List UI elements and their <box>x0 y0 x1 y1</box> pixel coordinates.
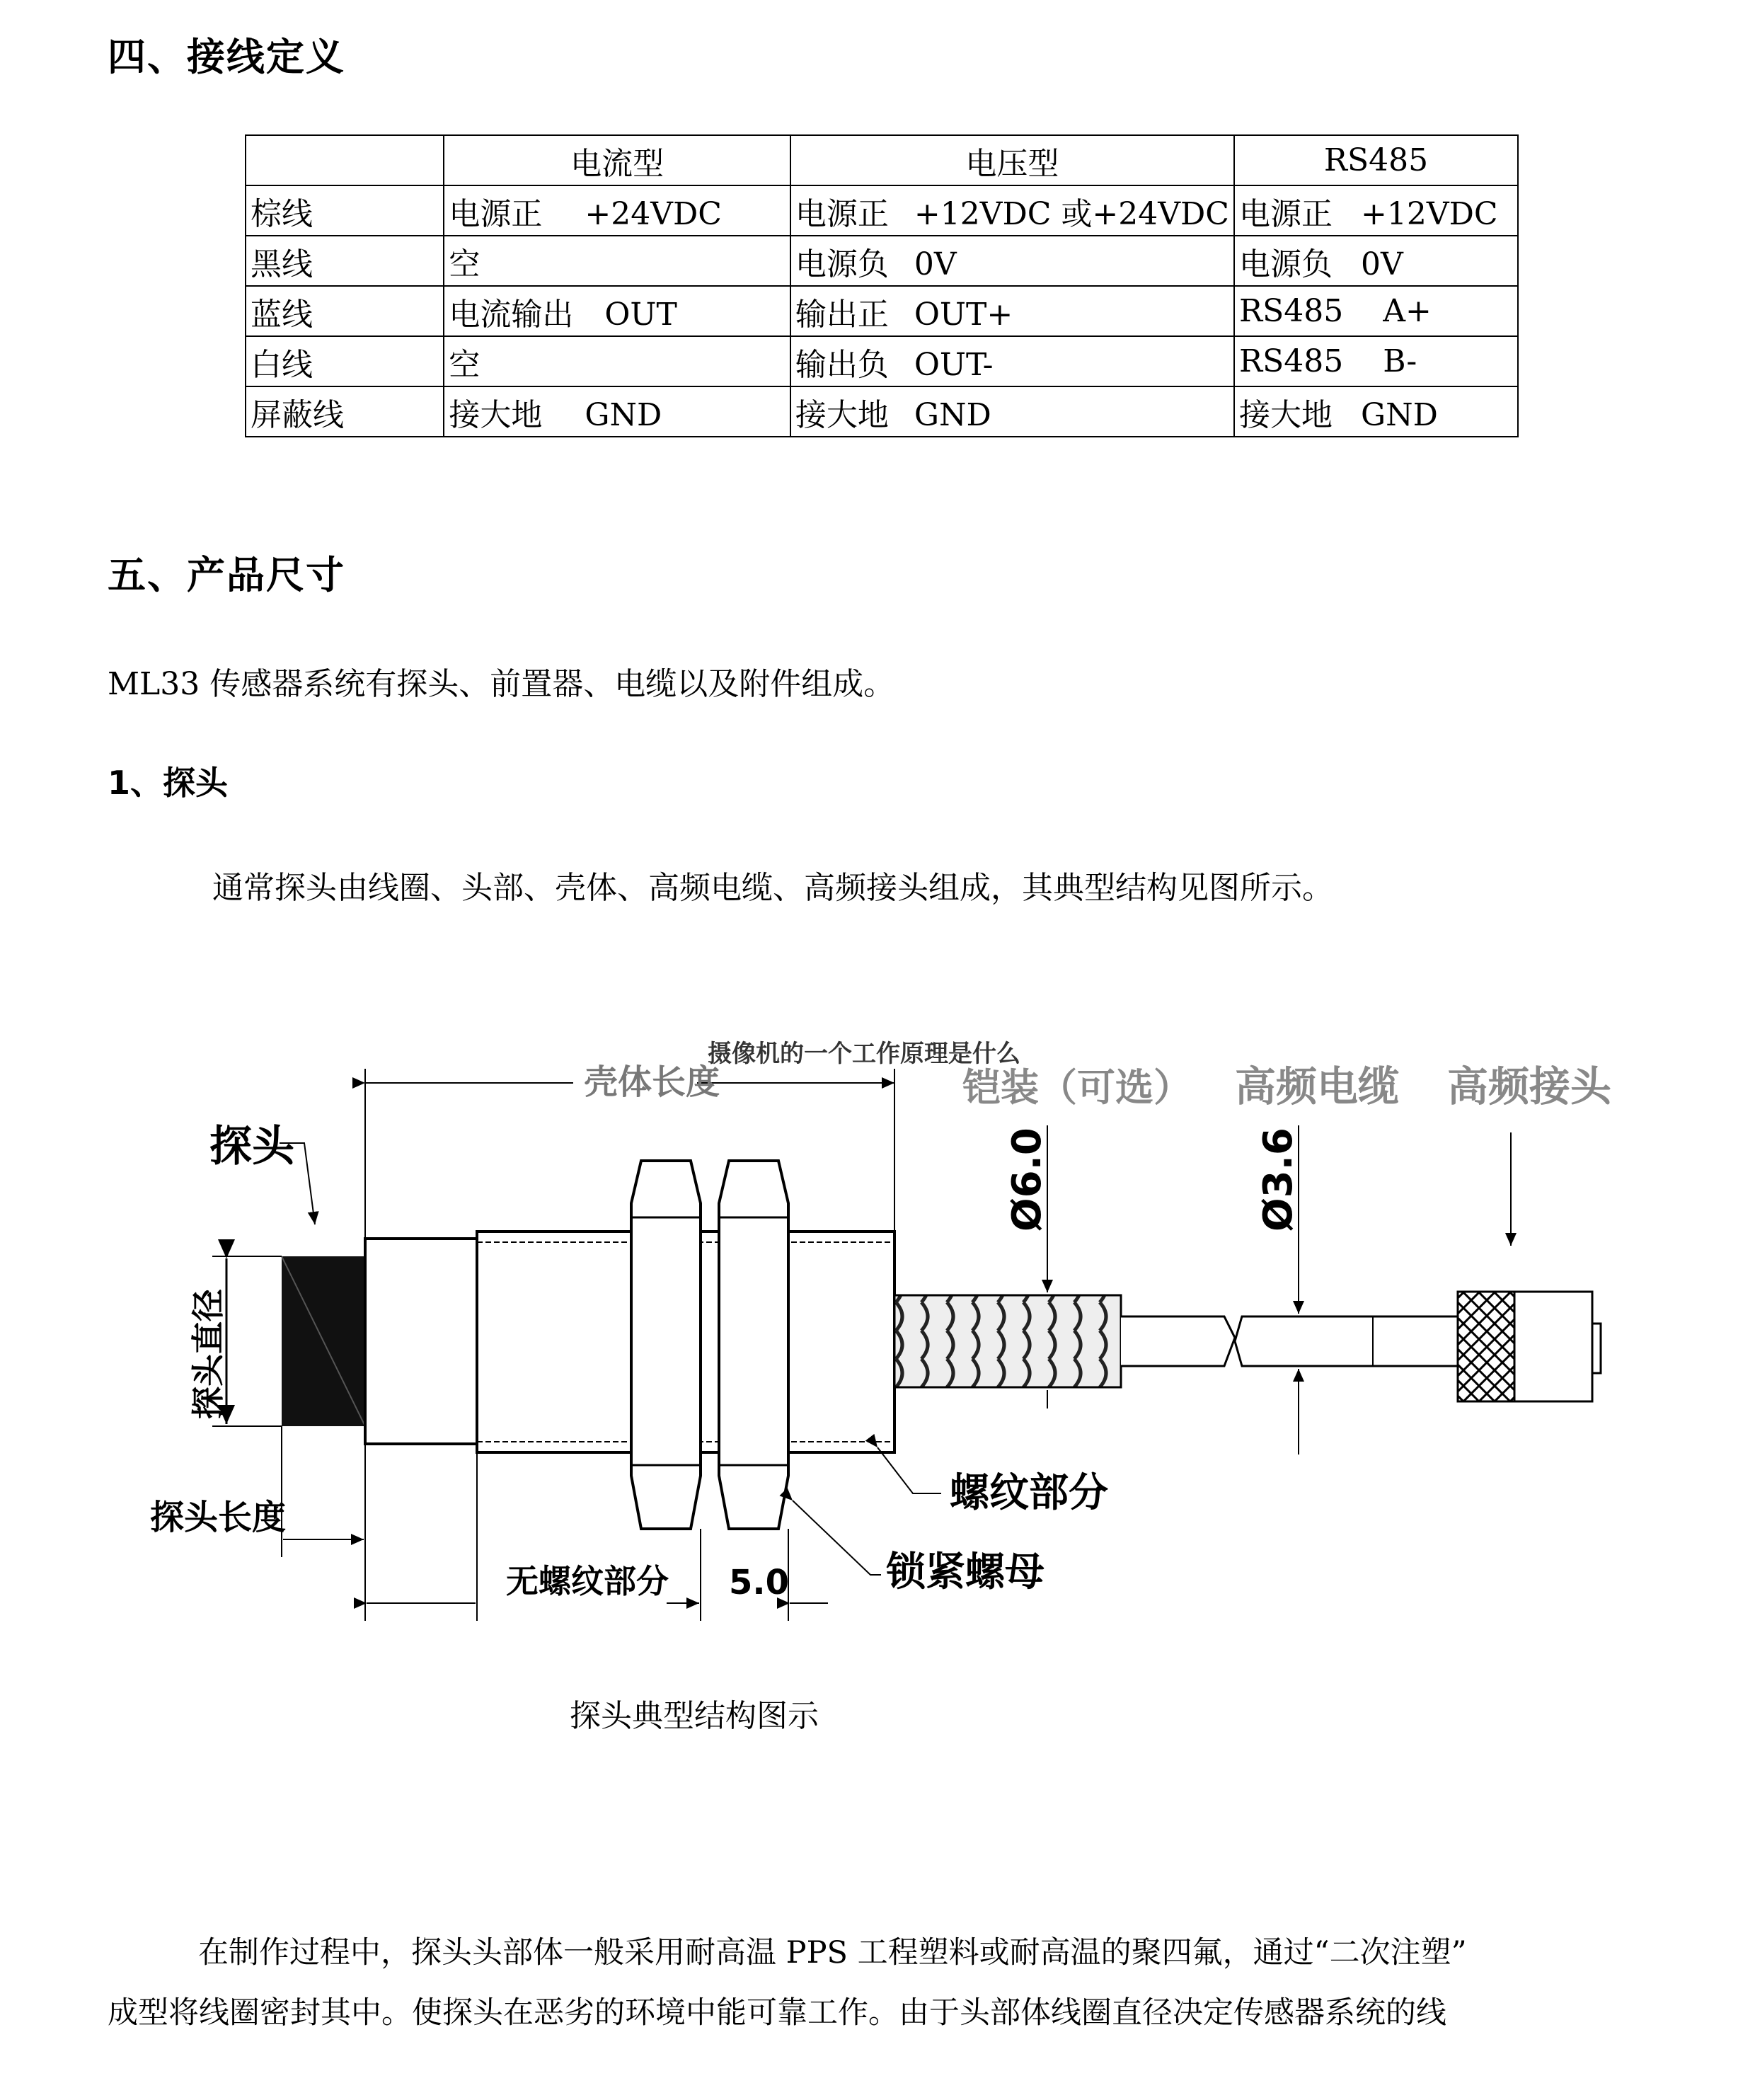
table-cell: 输出正 OUT+ <box>790 286 1234 336</box>
dim-d6-label: Ø6.0 <box>1004 1128 1050 1232</box>
table-cell: 空 <box>444 336 790 386</box>
unthreaded-part-label: 无螺纹部分 <box>506 1562 669 1600</box>
table-row <box>246 286 1518 336</box>
wire-name: 黑线 <box>246 236 444 286</box>
probe-length-label: 探头长度 <box>150 1498 287 1537</box>
armor-cable <box>894 1295 1121 1387</box>
body-text-line-2: 成型将线圈密封其中。使探头在恶劣的环境中能可靠工作。由于头部体线圈直径决定传感器系统的线 <box>108 1995 1446 2031</box>
lock-nut-2 <box>719 1161 788 1529</box>
shell-length-label: 壳体长度 <box>584 1062 720 1102</box>
table-header-cell: 电压型 <box>790 135 1234 185</box>
wire-name: 棕线 <box>246 185 444 236</box>
hf-cable-label: 高频电缆 <box>1235 1062 1400 1111</box>
wire-name: 蓝线 <box>246 286 444 336</box>
wiring-table <box>245 134 1519 437</box>
table-cell: RS485 A+ <box>1234 286 1518 336</box>
table-cell: 接大地 GND <box>790 386 1234 437</box>
dim-5-label: 5.0 <box>729 1563 790 1602</box>
lock-nut-label: 锁紧螺母 <box>886 1549 1045 1595</box>
probe-label: 探头 <box>209 1122 294 1171</box>
hf-connector <box>1458 1292 1514 1401</box>
subsection-title-probe: 1、探头 <box>108 764 229 802</box>
table-cell: 电源正 +24VDC <box>444 185 790 236</box>
table-cell: 电源正 +12VDC 或+24VDC <box>790 185 1234 236</box>
armor-label: 铠装（可选） <box>962 1065 1192 1110</box>
table-row <box>246 185 1518 236</box>
table-row <box>246 336 1518 386</box>
body-text-line-1: 在制作过程中，探头头部体一般采用耐高温 PPS 工程塑料或耐高温的聚四氟，通过“二次注塑” <box>198 1935 1467 1970</box>
probe-paragraph: 通常探头由线圈、头部、壳体、高频电缆、高频接头组成，其典型结构见图所示。 <box>212 870 1333 906</box>
dim-d36-label: Ø3.6 <box>1255 1128 1301 1232</box>
section-title-dimensions: 五、产品尺寸 <box>108 553 345 597</box>
table-cell: 输出负 OUT- <box>790 336 1234 386</box>
wire-name: 屏蔽线 <box>246 386 444 437</box>
probe-diameter-label: 探头直径 <box>189 1289 227 1419</box>
table-header-cell: RS485 <box>1234 135 1518 185</box>
table-row <box>246 236 1518 286</box>
table-cell: 接大地 GND <box>444 386 790 437</box>
table-cell: 电源负 0V <box>1234 236 1518 286</box>
diagram-caption: 探头典型结构图示 <box>570 1698 819 1734</box>
lock-nut-1 <box>631 1161 701 1529</box>
probe-structure-diagram <box>0 991 1755 1741</box>
table-cell: 电源负 0V <box>790 236 1234 286</box>
wire-name: 白线 <box>246 336 444 386</box>
table-cell: RS485 B- <box>1234 336 1518 386</box>
table-header-cell <box>246 135 444 185</box>
probe-body <box>365 1239 477 1444</box>
table-header-cell: 电流型 <box>444 135 790 185</box>
table-cell: 电流输出 OUT <box>444 286 790 336</box>
table-row <box>246 386 1518 437</box>
hf-connector-label: 高频接头 <box>1447 1062 1612 1111</box>
overlay-title: 摄像机的一个工作原理是什么 <box>708 1040 1020 1068</box>
table-cell: 接大地 GND <box>1234 386 1518 437</box>
intro-paragraph: ML33 传感器系统有探头、前置器、电缆以及附件组成。 <box>108 666 895 702</box>
thread-part-label: 螺纹部分 <box>950 1470 1108 1516</box>
table-cell: 空 <box>444 236 790 286</box>
table-header-row <box>246 135 1518 185</box>
table-cell: 电源正 +12VDC <box>1234 185 1518 236</box>
section-title-wiring: 四、接线定义 <box>108 35 345 79</box>
